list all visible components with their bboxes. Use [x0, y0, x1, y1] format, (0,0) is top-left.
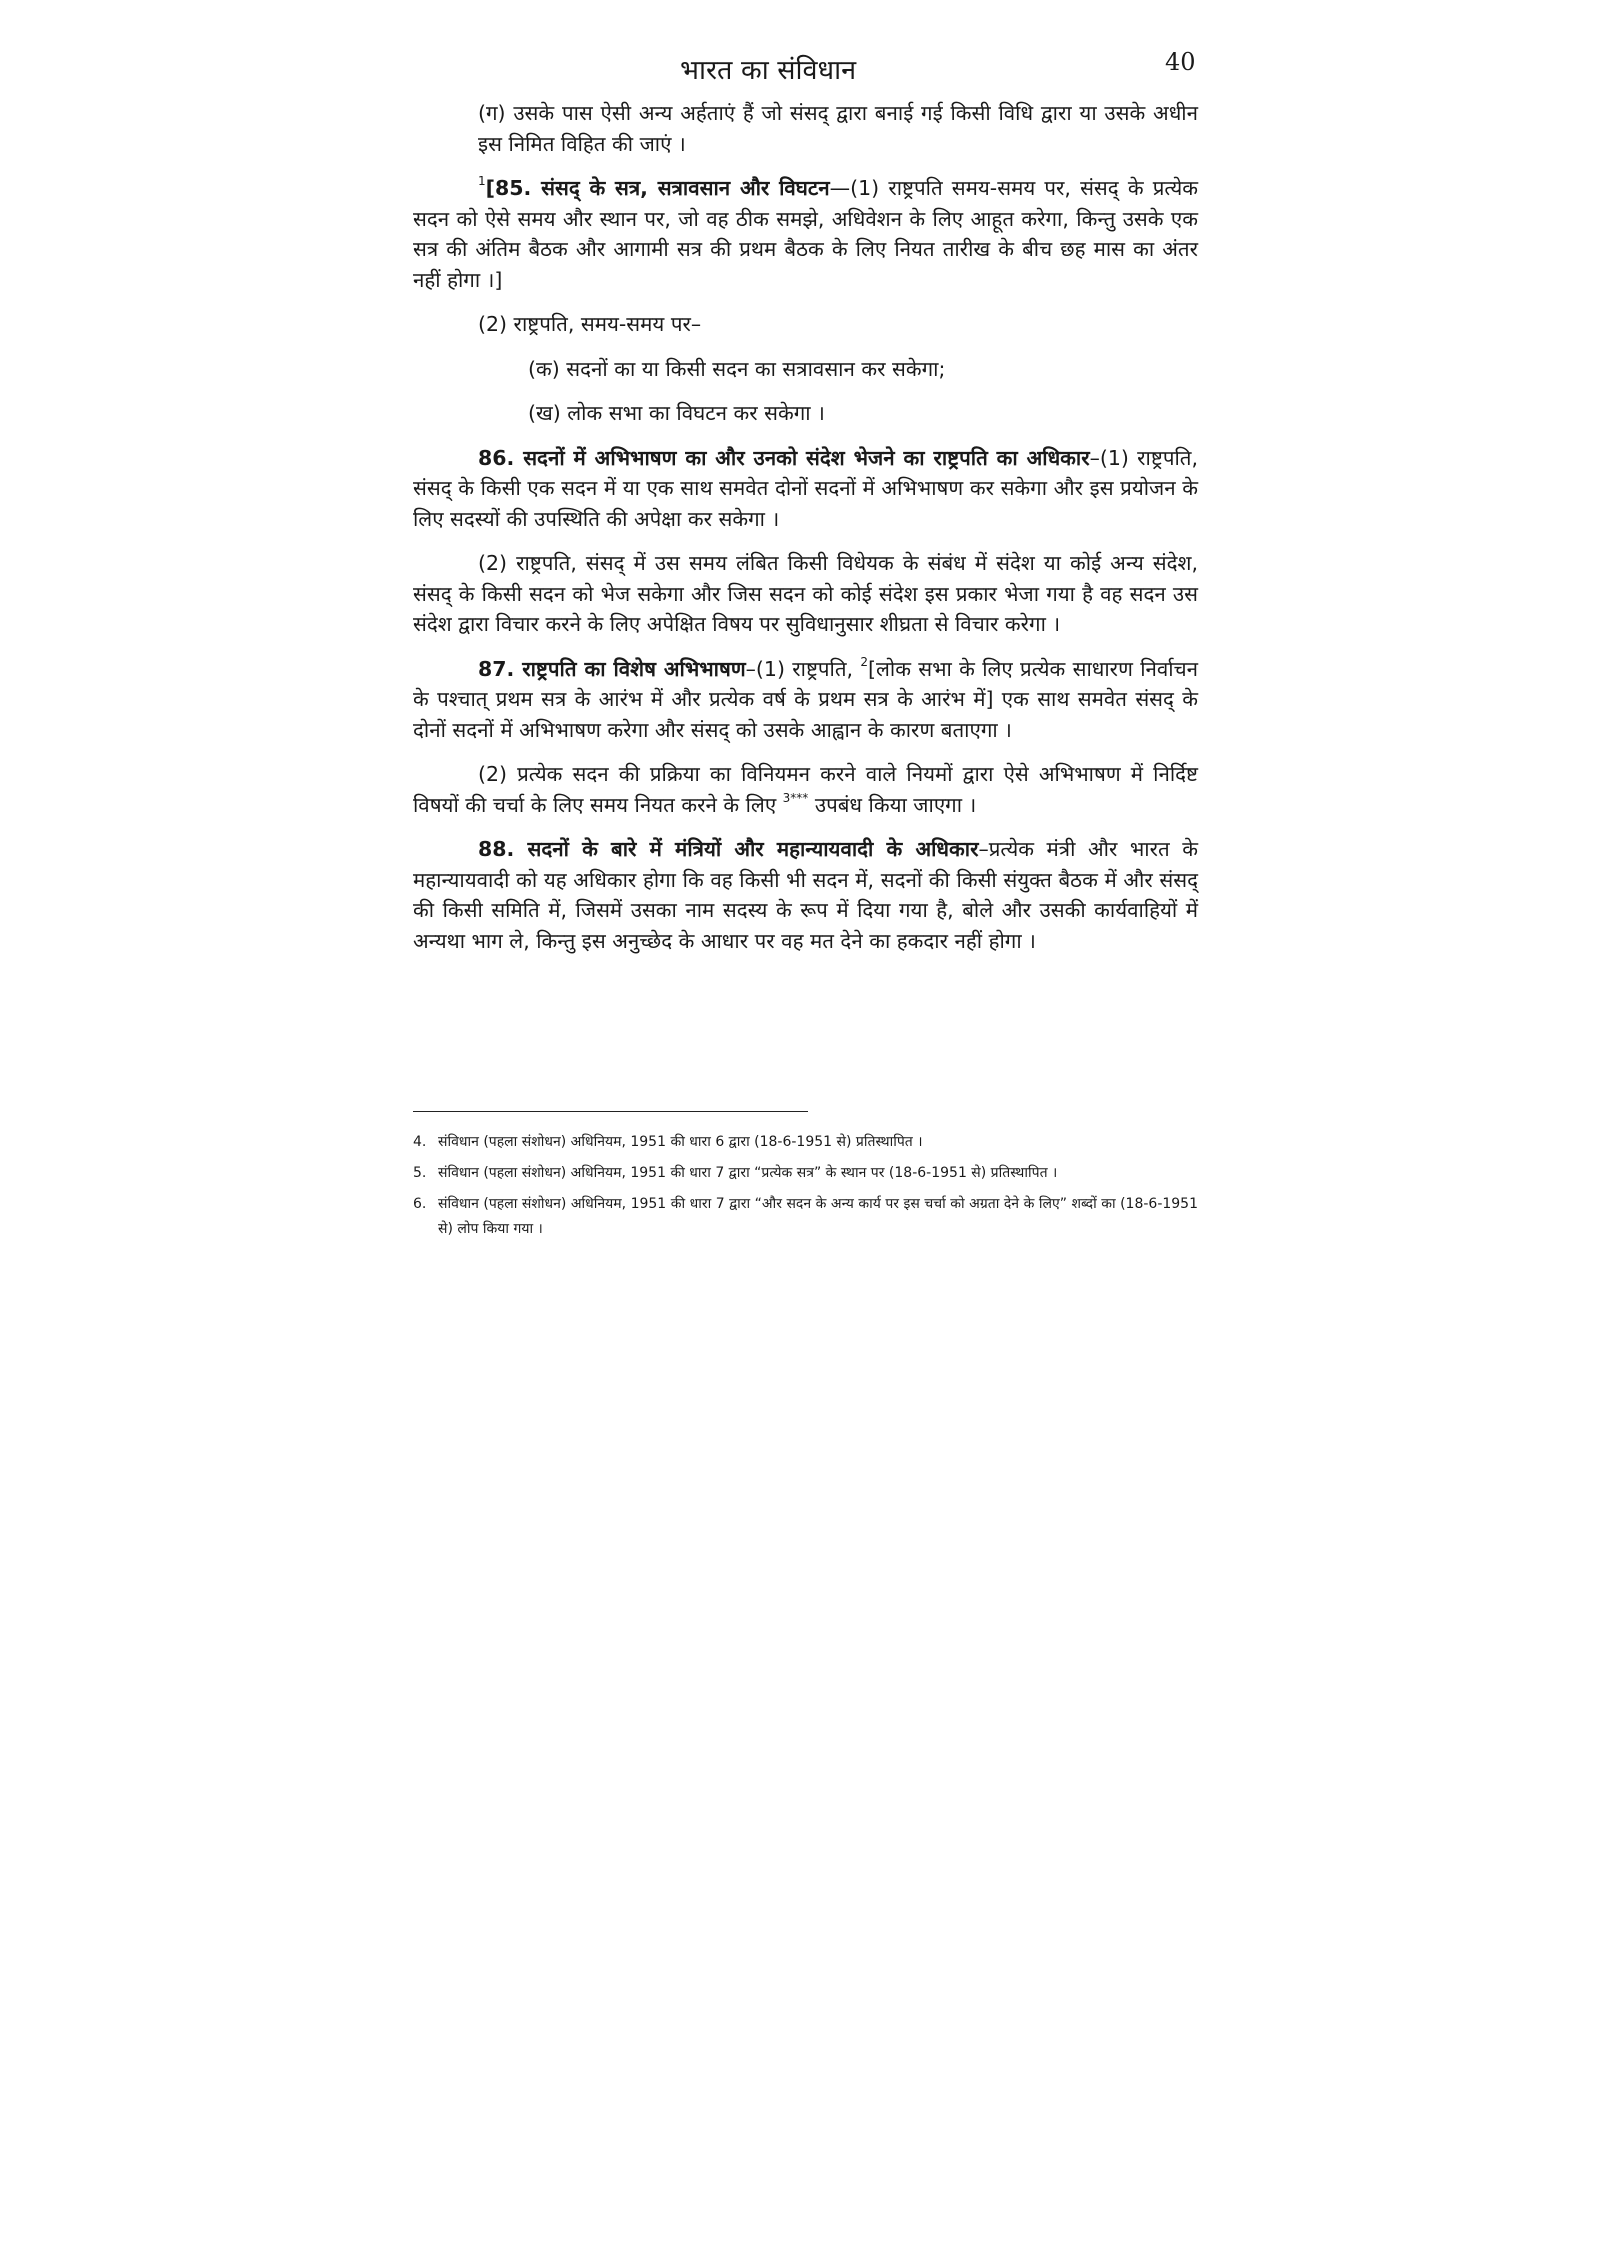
footnote-text: संविधान (पहला संशोधन) अधिनियम, 1951 की धारा 6 द्वारा (18-6-1951 से) प्रतिस्थापित ।	[438, 1134, 923, 1150]
article-86	[413, 443, 1198, 535]
footnote-item	[413, 1192, 1198, 1242]
article-86-clause-2: (2) राष्ट्रपति, संसद् में उस समय लंबित किसी विधेयक के संबंध में संदेश या कोई अन्य संदेश, संसद् के किसी सदन को भेज सकेगा और जिस सदन को कोई संदेश इस प्रकार भेजा गया है वह सदन उस संदेश द्वारा विचार करने के लिए अपेक्षित विषय पर सुविधानुसार शीघ्रता से विचार करेगा ।	[413, 551, 1198, 636]
clause-ga: (ग) उसके पास ऐसी अन्य अर्हताएं हैं जो संसद् द्वारा बनाई गई किसी विधि द्वारा या उसके अधीन इस निमित विहित की जाएं ।	[478, 101, 1198, 156]
article-85	[413, 173, 1198, 295]
article-87-clause-2-text-a: (2) प्रत्येक सदन की प्रक्रिया का विनियमन करने वाले नियमों द्वारा ऐसे अभिभाषण में निर्दिष्ट विषयों की चर्चा के लिए समय नियत करने के लिए	[413, 762, 1198, 817]
footnote-ref-1: 1	[478, 174, 486, 189]
footnote-number: 6.	[413, 1196, 427, 1212]
article-85-clause-2-kha: (ख) लोक सभा का विघटन कर सकेगा ।	[528, 401, 825, 425]
footnote-ref-3: 3***	[782, 790, 809, 805]
article-87-clause-2-text-b: उपबंध किया जाएगा ।	[808, 792, 977, 817]
footnote-number: 5.	[413, 1165, 427, 1181]
article-85-clause-2: (2) राष्ट्रपति, समय-समय पर–	[478, 312, 702, 336]
footnote-ref-2: 2	[860, 654, 869, 669]
footnote-item	[413, 1130, 1198, 1155]
article-88-heading: 88. सदनों के बारे में मंत्रियों और महान्यायवादी के अधिकार	[478, 837, 979, 861]
article-88-text: –प्रत्येक मंत्री और भारत के महान्यायवादी को यह अधिकार होगा कि वह किसी भी सदन में, सदनों की किसी संयुक्त बैठक में और संसद् की किसी समिति में, जिसमें उसका नाम सदस्य के रूप में दिया गया है, बोले और उसकी कार्यवाहियों में अन्यथा भाग ले, किन्तु इस अनुच्छेद के आधार पर वह मत देने का हकदार नहीं होगा ।	[413, 837, 1198, 953]
article-86-text: –(1) राष्ट्रपति, संसद् के किसी एक सदन में या एक साथ समवेत दोनों सदनों में अभिभाषण कर सकेगा और इस प्रयोजन के लिए सदस्यों की उपस्थिति की अपेक्षा कर सकेगा ।	[413, 445, 1198, 531]
page-number: 40	[1165, 48, 1196, 76]
article-85-clause-2-ka: (क) सदनों का या किसी सदन का सत्रावसान कर सकेगा;	[528, 356, 946, 381]
article-87-clause-2	[413, 759, 1198, 820]
page-body	[413, 98, 1198, 970]
page-header-title: भारत का संविधान	[680, 55, 857, 86]
article-87-text-a: –(1) राष्ट्रपति,	[745, 656, 861, 681]
article-85-heading: [85. संसद् के सत्र, सत्रावसान और विघटन	[485, 176, 830, 200]
article-85-text: —(1) राष्ट्रपति समय-समय पर, संसद् के प्रत्येक सदन को ऐसे समय और स्थान पर, जो वह ठीक समझे, अधिवेशन के लिए आहूत करेगा, किन्तु उसके एक सत्र की अंतिम बैठक और आगामी सत्र की प्रथम बैठक के लिए नियत तारीख के बीच छह मास का अंतर नहीं होगा ।]	[413, 176, 1198, 292]
footnote-text: संविधान (पहला संशोधन) अधिनियम, 1951 की धारा 7 द्वारा “और सदन के अन्य कार्य पर इस चर्चा को अग्रता देने के लिए” शब्दों का (18-6-1951 से) लोप किया गया ।	[438, 1196, 1198, 1237]
article-87-text-b: [लोक सभा के लिए प्रत्येक साधारण निर्वाचन के पश्चात् प्रथम सत्र के आरंभ में और प्रत्येक वर्ष के प्रथम सत्र के आरंभ में] एक साथ समवेत संसद् के दोनों सदनों में अभिभाषण करेगा और संसद् को उसके आह्वान के कारण बताएगा ।	[413, 656, 1198, 742]
footnote-number: 4.	[413, 1134, 427, 1150]
footnote-text: संविधान (पहला संशोधन) अधिनियम, 1951 की धारा 7 द्वारा “प्रत्येक सत्र” के स्थान पर (18-6-1951 से) प्रतिस्थापित ।	[438, 1165, 1058, 1181]
article-87-heading: 87. राष्ट्रपति का विशेष अभिभाषण	[478, 656, 746, 681]
article-86-heading: 86. सदनों में अभिभाषण का और उनको संदेश भेजने का राष्ट्रपति का अधिकार	[478, 445, 1090, 470]
footnotes	[413, 1130, 1198, 1248]
footnote-item	[413, 1161, 1198, 1186]
footnote-divider	[413, 1111, 808, 1112]
article-88	[413, 834, 1198, 956]
article-87	[413, 654, 1198, 746]
